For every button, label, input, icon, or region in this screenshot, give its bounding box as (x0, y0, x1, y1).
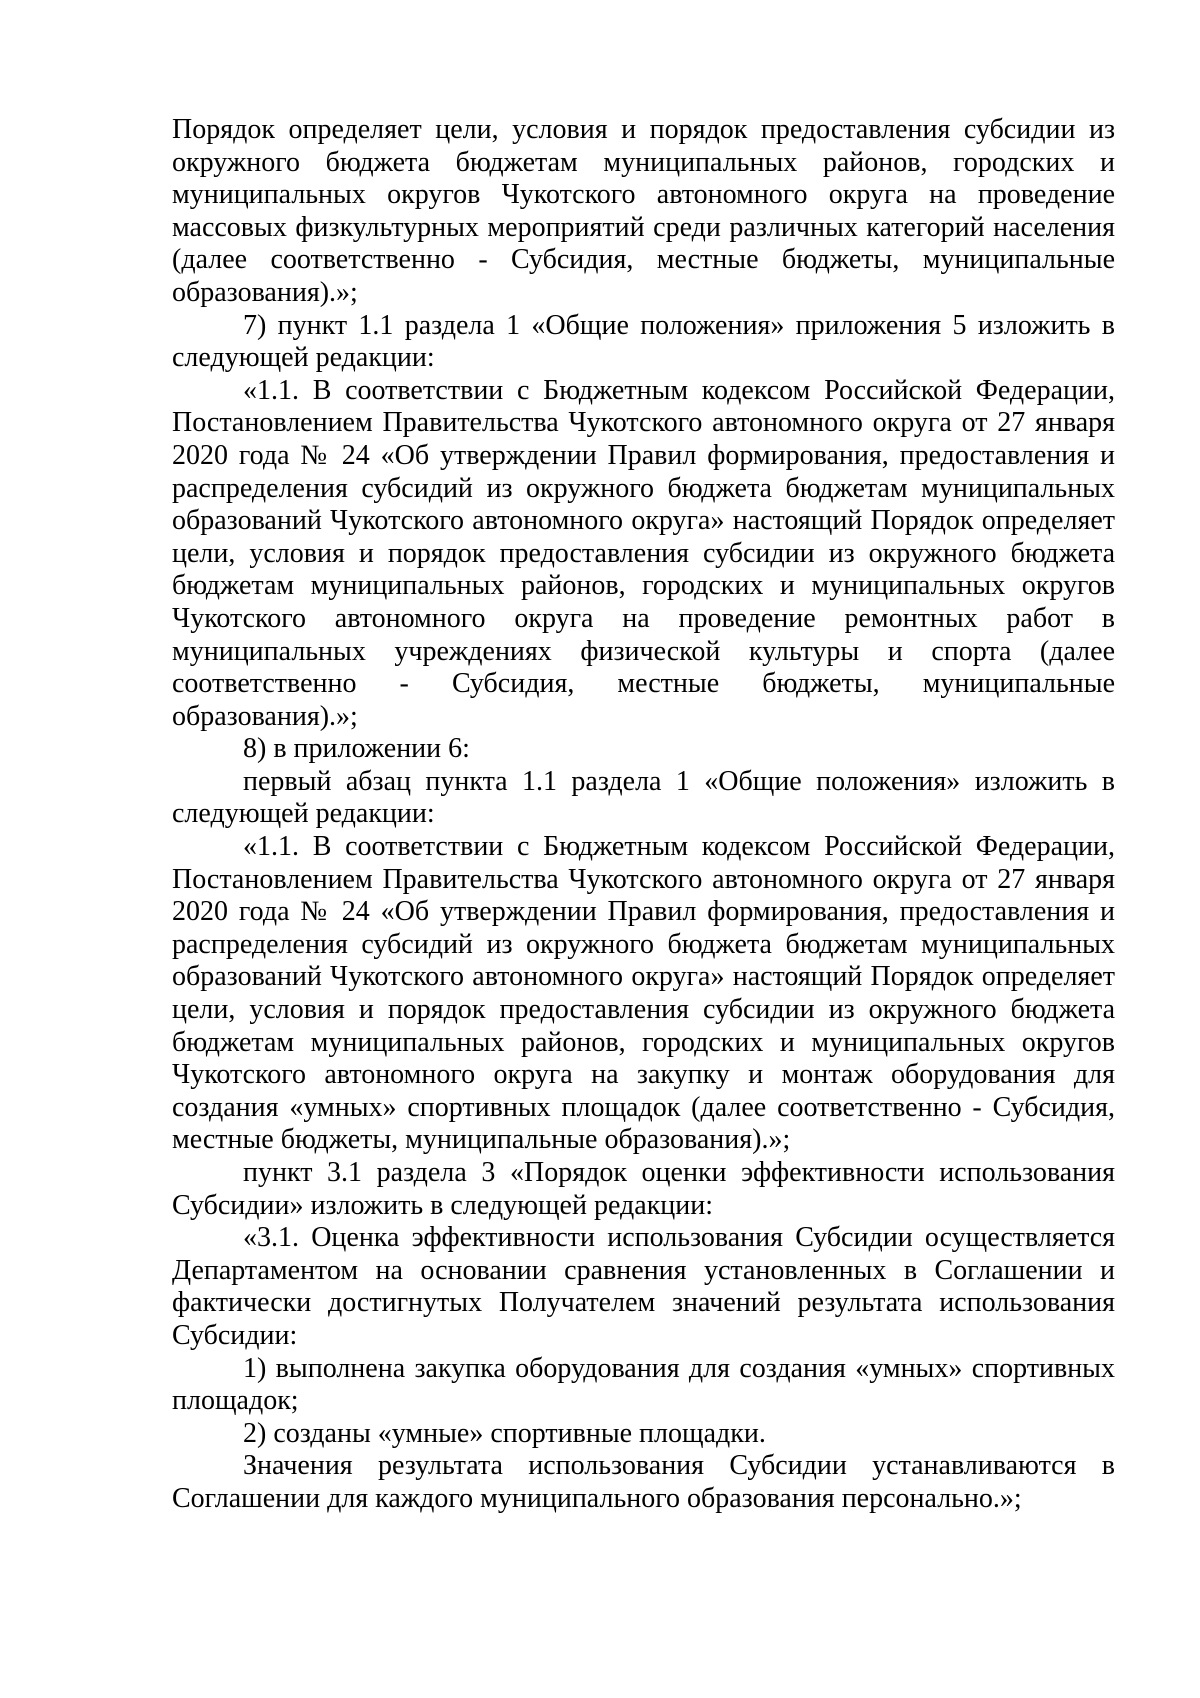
paragraph-quote-1-1-appendix-5: «1.1. В соответствии с Бюджетным кодексом Российской Федерации, Постановлением Правительства Чукотского автономного округа от 27 января 2020 года № 24 «Об утверждении Правил формирования, предоставления и распределения субсидий из окружного бюджета бюджетам муниципальных образований Чукотского автономного округа» настоящий Порядок определяет цели, условия и порядок предоставления субсидии из окружного бюджета бюджетам муниципальных районов, городских и муниципальных округов Чукотского автономного округа на проведение ремонтных работ в муниципальных учреждениях физической культуры и спорта (далее соответственно - Субсидия, местные бюджеты, муниципальные образования).»; (172, 374, 1115, 732)
paragraph-quote-3-1: «3.1. Оценка эффективности использования Субсидии осуществляется Департаментом на основании сравнения установленных в Соглашении и фактически достигнутых Получателем значений результата использования Субсидии: (172, 1222, 1115, 1351)
list-item-1: 1) выполнена закупка оборудования для создания «умных» спортивных площадок; (172, 1352, 1115, 1417)
paragraph-item-7: 7) пункт 1.1 раздела 1 «Общие положения» приложения 5 изложить в следующей редакции: (172, 309, 1115, 374)
paragraph-item-3-1: пункт 3.1 раздела 3 «Порядок оценки эффективности использования Субсидии» изложить в следующей редакции: (172, 1157, 1115, 1221)
paragraph-quote-1-1-appendix-6: «1.1. В соответствии с Бюджетным кодексом Российской Федерации, Постановлением Правительства Чукотского автономного округа от 27 января 2020 года № 24 «Об утверждении Правил формирования, предоставления и распределения субсидий из окружного бюджета бюджетам муниципальных образований Чукотского автономного округа» настоящий Порядок определяет цели, условия и порядок предоставления субсидии из окружного бюджета бюджетам муниципальных районов, городских и муниципальных округов Чукотского автономного округа на закупку и монтаж оборудования для создания «умных» спортивных площадок (далее соответственно - Субсидия, местные бюджеты, муниципальные образования).»; (172, 831, 1115, 1156)
list-item-2: 2) созданы «умные» спортивные площадки. (243, 1417, 766, 1449)
paragraph-item-8: 8) в приложении 6: (243, 733, 470, 765)
paragraph-continuation: Порядок определяет цели, условия и порядок предоставления субсидии из окружного бюджета бюджетам муниципальных районов, городских и муниципальных округов Чукотского автономного округа на проведение массовых физкультурных мероприятий среди различных категорий населения (далее соответственно - Субсидия, местные бюджеты, муниципальные образования).»; (172, 114, 1115, 308)
paragraph-first-abzac: первый абзац пункта 1.1 раздела 1 «Общие положения» изложить в следующей редакции: (172, 765, 1115, 830)
paragraph-result-values: Значения результата использования Субсидии устанавливаются в Соглашении для каждого муниципального образования персонально.»; (172, 1450, 1115, 1514)
document-page (172, 114, 1115, 1516)
